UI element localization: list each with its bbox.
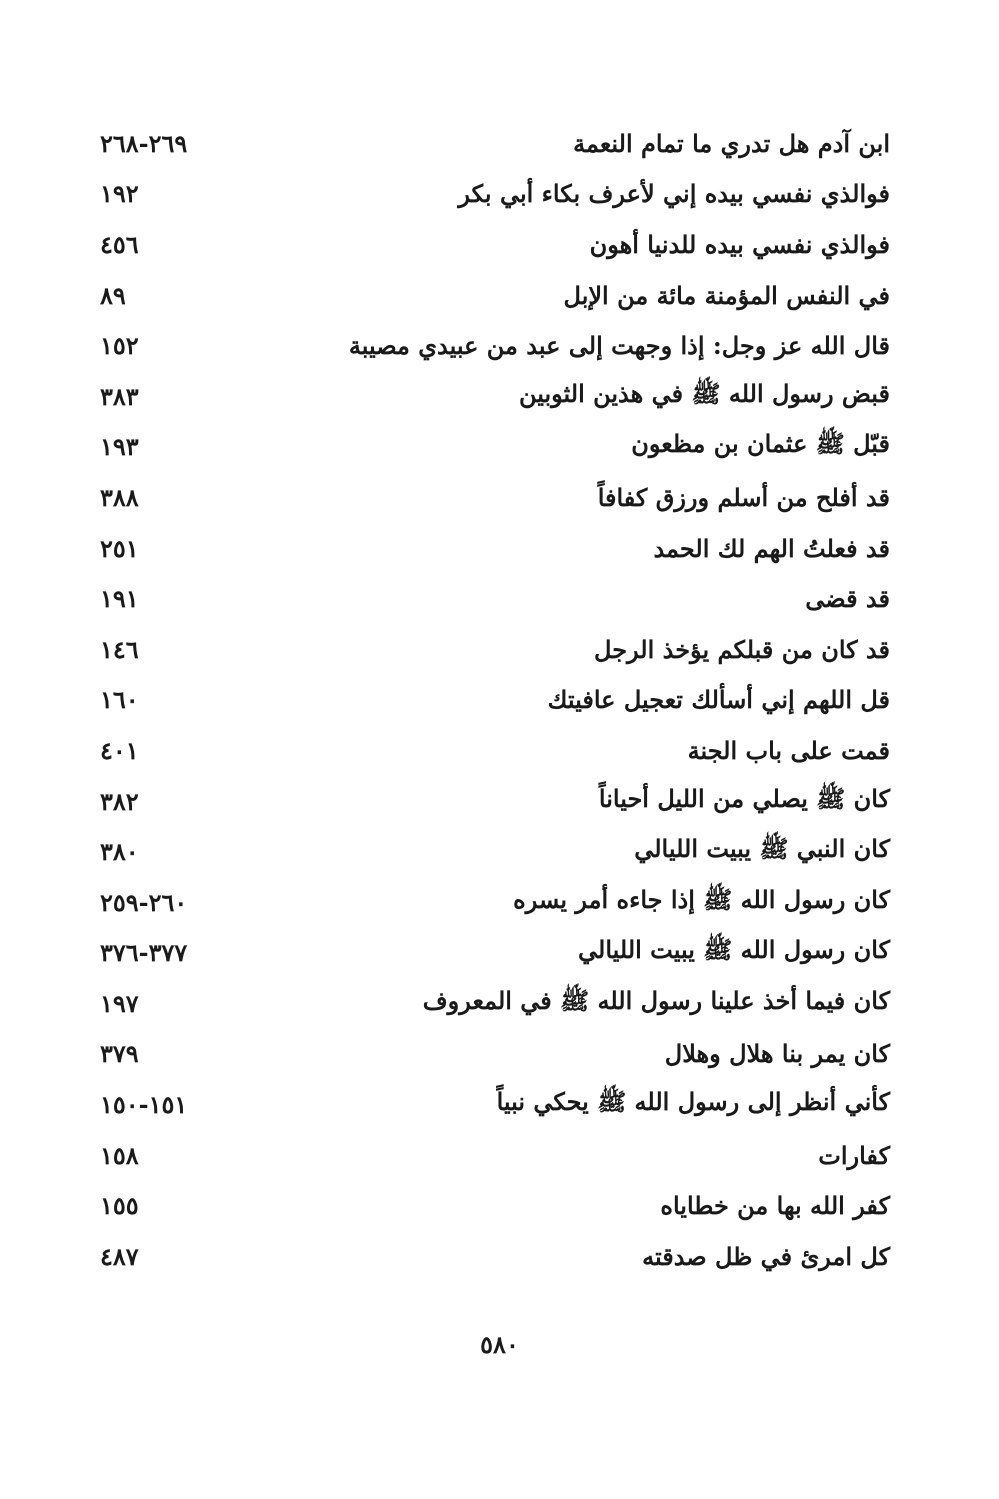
entry-text: قال الله عز وجل: إذا وجهت إلى عبد من عبيدي مصيبة [348,331,890,361]
entry-text: كان ﷺ يصلي من الليل أحياناً [598,783,890,813]
list-item [100,1130,890,1181]
list-item [100,219,890,270]
entry-page-ref: ٣٧٩ [100,1039,139,1069]
list-item [100,169,890,220]
list-item [100,422,890,473]
list-item [100,1231,890,1282]
entry-text: ابن آدم هل تدري ما تمام النعمة [573,128,890,158]
entry-text: قد أفلح من أسلم ورزق كفافاً [597,482,890,512]
entry-text: قل اللهم إني أسألك تعجيل عافيتك [547,685,890,715]
list-item [100,1029,890,1080]
entry-page-ref: ١٦٠ [100,685,139,715]
entry-page-ref: ٤٨٧ [100,1241,139,1271]
entry-page-ref: ٣٨٨ [100,482,139,512]
entry-page-ref: ١٤٦ [100,634,139,664]
entry-page-ref: ٢٦٠-٢٥٩ [100,887,188,917]
list-item [100,118,890,169]
list-item [100,1079,890,1130]
entry-text: قمت على باب الجنة [687,735,890,765]
list-item [100,725,890,776]
entry-page-ref: ١٥٢ [100,331,139,361]
entry-page-ref: ١٩٧ [100,988,139,1018]
list-item [100,776,890,827]
entry-text: كان رسول الله ﷺ يبيت الليالي [578,935,890,965]
entry-page-ref: ٣٧٧-٣٧٦ [100,938,188,968]
entry-text: كان رسول الله ﷺ إذا جاءه أمر يسره [513,884,890,914]
entry-page-ref: ١٩٣ [100,432,139,462]
entry-text: قبّل ﷺ عثمان بن مظعون [631,429,890,459]
list-item [100,624,890,675]
entry-text: كان فيما أخذ علينا رسول الله ﷺ في المعروف [422,985,890,1015]
entry-page-ref: ٨٩ [100,280,126,310]
entry-text: كان يمر بنا هلال وهلال [664,1039,890,1069]
entry-page-ref: ١٥٥ [100,1191,139,1221]
entry-text: كفارات [818,1140,890,1170]
entry-page-ref: ١٩٢ [100,179,139,209]
list-item [100,826,890,877]
list-item [100,928,890,979]
list-item [100,523,890,574]
entry-text: كأني أنظر إلى رسول الله ﷺ يحكي نبياً [496,1087,890,1117]
index-list [100,118,890,1282]
entry-text: كل امرئ في ظل صدقته [642,1241,890,1271]
entry-page-ref: ٤٥٦ [100,229,139,259]
entry-page-ref: ٣٨٢ [100,786,139,816]
entry-page-ref: ٢٥١ [100,533,139,563]
entry-page-ref: ٣٨٠ [100,837,139,867]
entry-page-ref: ٣٨٣ [100,381,139,411]
list-item [100,573,890,624]
list-item [100,320,890,371]
list-item [100,1180,890,1231]
page-number: ٥٨٠ [480,1330,519,1359]
entry-page-ref: ١٥١-١٥٠ [100,1090,188,1120]
entry-text: قد كان من قبلكم يؤخذ الرجل [594,634,890,664]
list-item [100,371,890,422]
list-item [100,978,890,1029]
entry-text: فوالذي نفسي بيده للدنيا أهون [589,229,890,259]
entry-text: كفر الله بها من خطاياه [660,1191,890,1221]
entry-text: قد قضى [805,584,890,614]
entry-text: في النفس المؤمنة مائة من الإبل [563,280,890,310]
list-item [100,472,890,523]
entry-page-ref: ١٩١ [100,584,139,614]
entry-text: كان النبي ﷺ يبيت الليالي [634,834,890,864]
entry-page-ref: ١٥٨ [100,1140,139,1170]
list-item [100,877,890,928]
entry-text: فوالذي نفسي بيده إني لأعرف بكاء أبي بكر [458,179,890,209]
list-item [100,675,890,726]
entry-text: قبض رسول الله ﷺ في هذين الثوبين [518,378,890,408]
list-item [100,270,890,321]
entry-page-ref: ٢٦٩-٢٦٨ [100,128,188,158]
entry-page-ref: ٤٠١ [100,735,139,765]
entry-text: قد فعلتُ الهم لك الحمد [653,533,890,563]
